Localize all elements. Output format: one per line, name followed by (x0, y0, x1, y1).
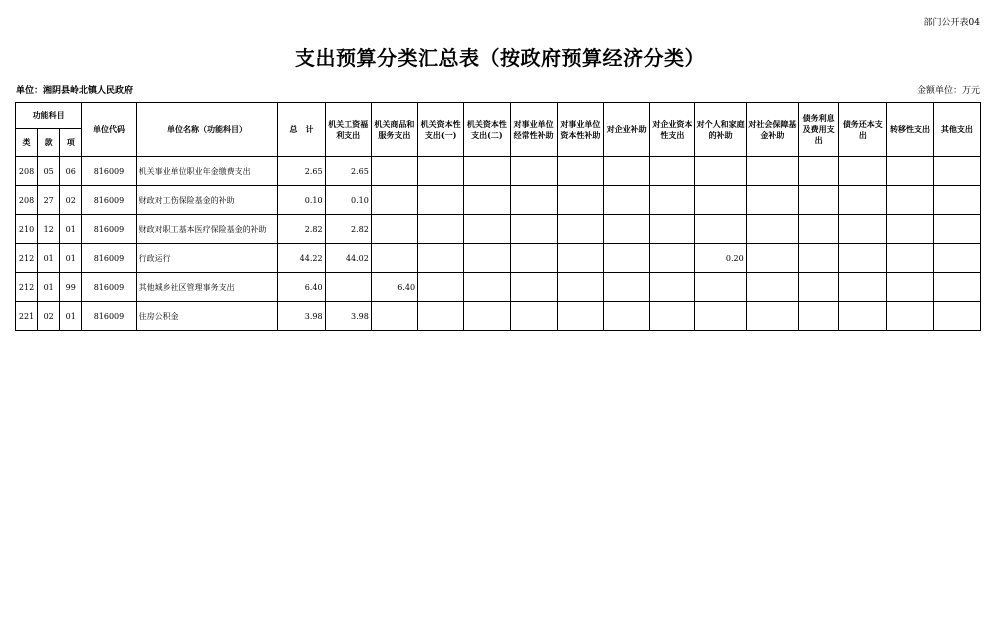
empty-cell (510, 157, 557, 186)
empty-cell (746, 157, 798, 186)
xiang-cell: 06 (60, 157, 82, 186)
total-cell: 3.98 (278, 302, 325, 331)
table-row (16, 273, 981, 302)
total-cell: 0.10 (278, 186, 325, 215)
unit-code-cell: 816009 (82, 186, 136, 215)
empty-cell (839, 302, 887, 331)
lei-cell: 210 (16, 215, 38, 244)
c2-cell: 6.40 (371, 273, 417, 302)
empty-cell (746, 273, 798, 302)
empty-cell (603, 215, 649, 244)
page-title: 支出预算分类汇总表（按政府预算经济分类） (295, 46, 705, 70)
c2-cell (371, 157, 417, 186)
empty-cell (887, 302, 933, 331)
unit-name-header: 单位名称（功能科目） (136, 103, 278, 157)
col-header-c2: 机关商品和服务支出 (371, 103, 417, 157)
kuan-cell: 27 (38, 186, 60, 215)
c1-cell (325, 273, 371, 302)
c1-cell: 3.98 (325, 302, 371, 331)
lei-cell: 221 (16, 302, 38, 331)
c2-cell (371, 186, 417, 215)
empty-cell (650, 273, 695, 302)
table-row (16, 302, 981, 331)
c9-cell (695, 302, 746, 331)
empty-cell (933, 302, 980, 331)
xiang-cell: 02 (60, 186, 82, 215)
empty-cell (933, 186, 980, 215)
empty-cell (603, 186, 649, 215)
empty-cell (887, 273, 933, 302)
empty-cell (887, 186, 933, 215)
empty-cell (650, 302, 695, 331)
empty-cell (798, 215, 838, 244)
c9-cell (695, 157, 746, 186)
col-header-c11: 债务利息及费用支出 (798, 103, 838, 157)
empty-cell (510, 186, 557, 215)
col-header-c8: 对企业资本性支出 (650, 103, 695, 157)
empty-cell (464, 157, 510, 186)
empty-cell (557, 186, 603, 215)
c9-cell: 0.20 (695, 244, 746, 273)
kuan-cell: 12 (38, 215, 60, 244)
col-header-c6: 对事业单位资本性补助 (557, 103, 603, 157)
empty-cell (510, 215, 557, 244)
xiang-cell: 01 (60, 244, 82, 273)
empty-cell (603, 273, 649, 302)
col-header-c1: 机关工资福利支出 (325, 103, 371, 157)
c2-cell (371, 302, 417, 331)
empty-cell (798, 157, 838, 186)
empty-cell (887, 157, 933, 186)
empty-cell (464, 186, 510, 215)
empty-cell (798, 302, 838, 331)
empty-cell (557, 302, 603, 331)
xiang-header: 项 (60, 129, 82, 157)
empty-cell (933, 157, 980, 186)
unit-name-cell: 财政对工伤保险基金的补助 (136, 186, 278, 215)
empty-cell (746, 244, 798, 273)
empty-cell (839, 273, 887, 302)
kuan-cell: 02 (38, 302, 60, 331)
col-header-c10: 对社会保障基金补助 (746, 103, 798, 157)
lei-cell: 208 (16, 186, 38, 215)
empty-cell (510, 302, 557, 331)
total-cell: 6.40 (278, 273, 325, 302)
unit-name-cell: 机关事业单位职业年金缴费支出 (136, 157, 278, 186)
lei-cell: 208 (16, 157, 38, 186)
xiang-cell: 01 (60, 302, 82, 331)
empty-cell (933, 215, 980, 244)
lei-cell: 212 (16, 273, 38, 302)
func-subject-header: 功能科目 (16, 103, 82, 129)
empty-cell (650, 157, 695, 186)
unit-name-cell: 行政运行 (136, 244, 278, 273)
empty-cell (418, 215, 464, 244)
c9-cell (695, 186, 746, 215)
empty-cell (418, 302, 464, 331)
unit-name-cell: 其他城乡社区管理事务支出 (136, 273, 278, 302)
col-header-c7: 对企业补助 (603, 103, 649, 157)
empty-cell (557, 215, 603, 244)
expenditure-table (15, 102, 981, 331)
unit-label: 单位：湘阴县岭北镇人民政府 (16, 86, 134, 96)
empty-cell (887, 244, 933, 273)
empty-cell (557, 244, 603, 273)
c1-cell: 2.65 (325, 157, 371, 186)
empty-cell (839, 186, 887, 215)
table-number: 部门公开表04 (923, 18, 980, 28)
table-row (16, 186, 981, 215)
unit-code-cell: 816009 (82, 244, 136, 273)
unit-code-cell: 816009 (82, 302, 136, 331)
col-header-c3: 机关资本性支出(一) (418, 103, 464, 157)
total-header: 总 计 (278, 103, 325, 157)
c1-cell: 0.10 (325, 186, 371, 215)
empty-cell (746, 302, 798, 331)
table-row (16, 157, 981, 186)
xiang-cell: 99 (60, 273, 82, 302)
empty-cell (464, 302, 510, 331)
unit-code-cell: 816009 (82, 157, 136, 186)
unit-code-cell: 816009 (82, 215, 136, 244)
kuan-header: 款 (38, 129, 60, 157)
col-header-c9: 对个人和家庭的补助 (695, 103, 746, 157)
c1-cell: 44.02 (325, 244, 371, 273)
empty-cell (603, 302, 649, 331)
kuan-cell: 01 (38, 273, 60, 302)
empty-cell (557, 273, 603, 302)
unit-name-cell: 住房公积金 (136, 302, 278, 331)
empty-cell (746, 215, 798, 244)
empty-cell (418, 186, 464, 215)
col-header-c4: 机关资本性支出(二) (464, 103, 510, 157)
kuan-cell: 01 (38, 244, 60, 273)
empty-cell (798, 186, 838, 215)
unit-name-cell: 财政对职工基本医疗保险基金的补助 (136, 215, 278, 244)
table-row (16, 244, 981, 273)
c9-cell (695, 215, 746, 244)
empty-cell (933, 273, 980, 302)
col-header-c5: 对事业单位经常性补助 (510, 103, 557, 157)
col-header-c14: 其他支出 (933, 103, 980, 157)
total-cell: 44.22 (278, 244, 325, 273)
col-header-c12: 债务还本支出 (839, 103, 887, 157)
empty-cell (510, 244, 557, 273)
empty-cell (839, 215, 887, 244)
table-row (16, 215, 981, 244)
c2-cell (371, 244, 417, 273)
empty-cell (798, 273, 838, 302)
c9-cell (695, 273, 746, 302)
unit-code-header: 单位代码 (82, 103, 136, 157)
empty-cell (839, 157, 887, 186)
empty-cell (839, 244, 887, 273)
empty-cell (933, 244, 980, 273)
kuan-cell: 05 (38, 157, 60, 186)
empty-cell (418, 157, 464, 186)
empty-cell (746, 186, 798, 215)
empty-cell (603, 157, 649, 186)
empty-cell (650, 186, 695, 215)
empty-cell (650, 244, 695, 273)
empty-cell (464, 215, 510, 244)
empty-cell (650, 215, 695, 244)
empty-cell (418, 244, 464, 273)
empty-cell (464, 244, 510, 273)
col-header-c13: 转移性支出 (887, 103, 933, 157)
empty-cell (557, 157, 603, 186)
lei-cell: 212 (16, 244, 38, 273)
empty-cell (887, 215, 933, 244)
money-unit-label: 金额单位：万元 (916, 86, 980, 96)
c2-cell (371, 215, 417, 244)
empty-cell (418, 273, 464, 302)
c1-cell: 2.82 (325, 215, 371, 244)
xiang-cell: 01 (60, 215, 82, 244)
empty-cell (510, 273, 557, 302)
empty-cell (603, 244, 649, 273)
total-cell: 2.82 (278, 215, 325, 244)
unit-code-cell: 816009 (82, 273, 136, 302)
empty-cell (798, 244, 838, 273)
lei-header: 类 (16, 129, 38, 157)
total-cell: 2.65 (278, 157, 325, 186)
empty-cell (464, 273, 510, 302)
